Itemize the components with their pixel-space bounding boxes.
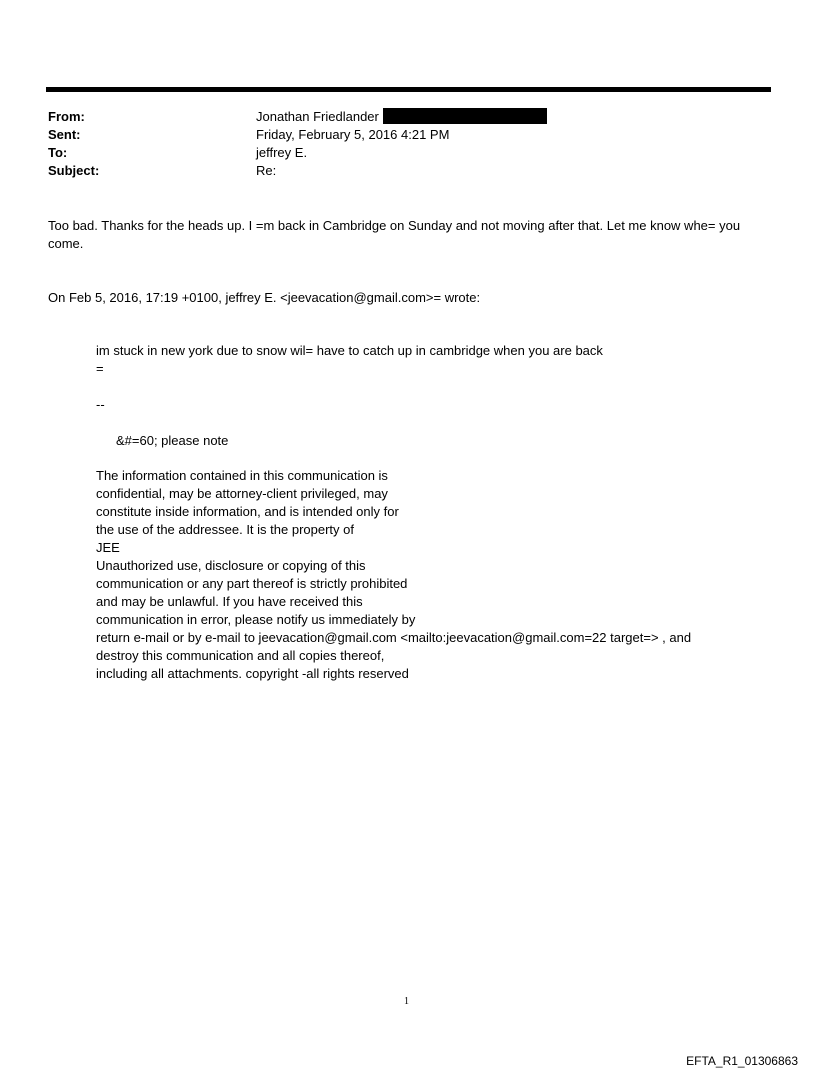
from-label: From: [48,109,85,124]
disclaimer-line: the use of the addressee. It is the property of [96,522,354,537]
to-label: To: [48,145,68,160]
subject-value: Re: [256,163,277,178]
disclaimer-line: communication in error, please notify us immediately by [96,612,416,627]
from-value [256,108,547,126]
header-rule [46,87,771,92]
quoted-line-1: im stuck in new york due to snow wil= have to catch up in cambridge when you are back [96,343,603,358]
reply-line-2: come. [48,236,84,251]
subject-label: Subject: [48,163,100,178]
disclaimer-line: destroy this communication and all copies thereof, [96,648,385,663]
disclaimer-line: return e-mail or by e-mail to jeevacation@gmail.com <mailto:jeevacation@gmail.com=22 target=> , and [96,630,692,645]
quoted-line-2: = [96,361,104,376]
disclaimer-line: including all attachments. copyright -all rights reserved [96,666,409,681]
sent-label: Sent: [48,127,81,142]
disclaimer-line: and may be unlawful. If you have received this [96,594,363,609]
disclaimer-block [96,467,691,683]
to-value: jeffrey E. [256,145,308,160]
redaction-box [383,108,547,124]
signature-separator: -- [96,397,105,412]
please-note: &#=60; please note [116,433,229,448]
disclaimer-line: confidential, may be attorney-client privileged, may [96,486,388,501]
document-id: EFTA_R1_01306863 [686,1054,798,1068]
sent-value: Friday, February 5, 2016 4:21 PM [256,127,450,142]
reply-line-1: Too bad. Thanks for the heads up. I =m back in Cambridge on Sunday and not moving after that. Let me know whe= you [48,218,741,233]
disclaimer-line: communication or any part thereof is strictly prohibited [96,576,408,591]
disclaimer-line: JEE [96,540,120,555]
from-name: Jonathan Friedlander [256,109,379,124]
disclaimer-line: The information contained in this communication is [96,468,388,483]
page-number: 1 [404,996,409,1007]
disclaimer-line: Unauthorized use, disclosure or copying of this [96,558,366,573]
disclaimer-line: constitute inside information, and is intended only for [96,504,399,519]
attribution-line: On Feb 5, 2016, 17:19 +0100, jeffrey E. <jeevacation@gmail.com>= wrote: [48,290,481,305]
